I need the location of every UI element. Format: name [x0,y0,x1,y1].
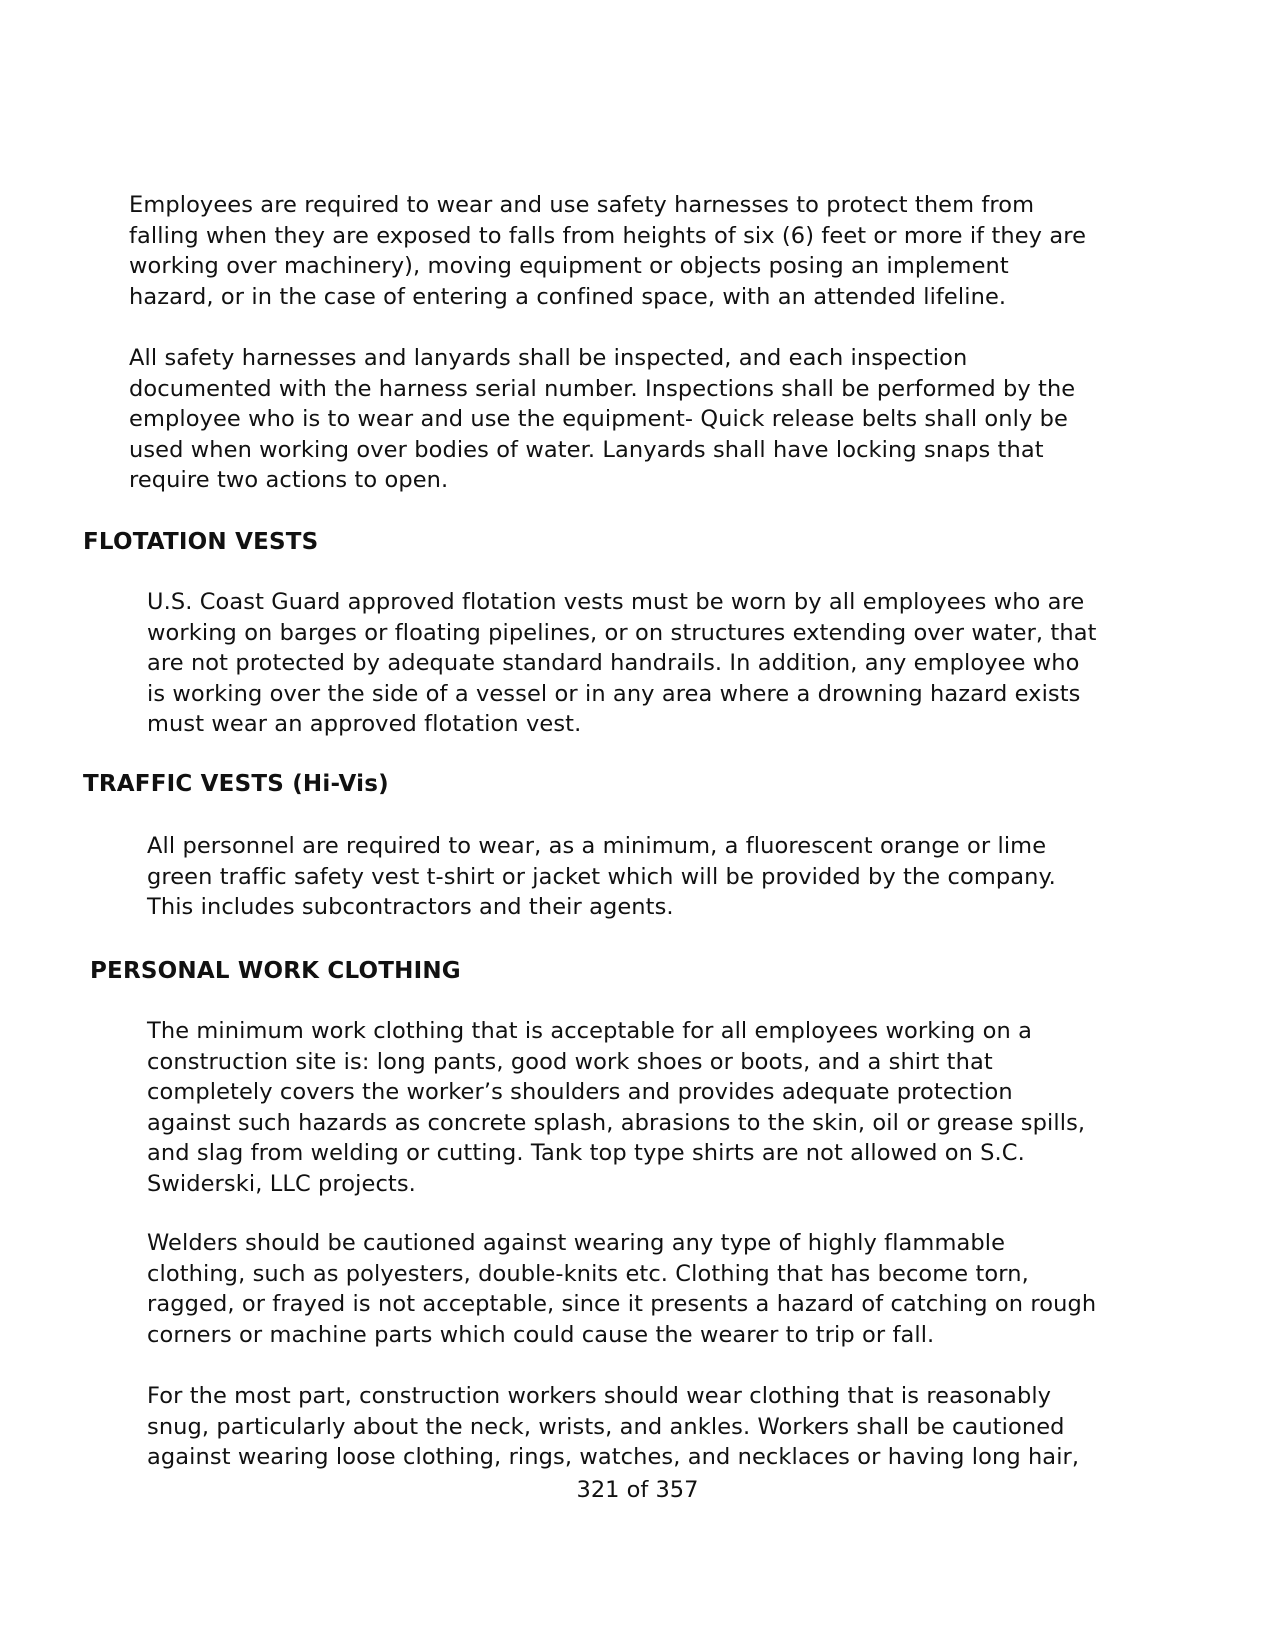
paragraph-welders-clothing: Welders should be cautioned against wearing any type of highly flammable clothing, such as polyesters, double-knits etc. Clothing that has become torn, ragged, or frayed is not acceptable, since it presents a hazard of catching on rough corners or machine parts which could cause the wearer to trip or fall. [147,1230,1097,1348]
paragraph-harness-requirement: Employees are required to wear and use safety harnesses to protect them from falling when they are exposed to falls from heights of six (6) feet or more if they are working over machinery), moving equipment or objects posing an implement hazard, or in the case of entering a confined space, with an attended lifeline. [129,192,1087,310]
heading-flotation-vests: FLOTATION VESTS [83,529,319,555]
page-number: 321 of 357 [576,1477,699,1503]
paragraph-snug-clothing: For the most part, construction workers should wear clothing that is reasonably snug, particularly about the neck, wrists, and ankles. Workers shall be cautioned against wearing loose clothing, rings, watches, and necklaces or having long hair, [147,1383,1080,1470]
paragraph-harness-inspection: All safety harnesses and lanyards shall be inspected, and each inspection documented with the harness serial number. Inspections shall be performed by the employee who is to wear and use the equipment- Quick release belts shall only be used when working over bodies of water. Lanyards shall have locking snaps that require two actions to open. [129,345,1076,493]
paragraph-traffic-vests: All personnel are required to wear, as a minimum, a fluorescent orange or lime green traffic safety vest t-shirt or jacket which will be provided by the company. This includes subcontractors and their agents. [147,833,1056,920]
paragraph-flotation-vests: U.S. Coast Guard approved flotation vests must be worn by all employees who are working on barges or floating pipelines, or on structures extending over water, that are not protected by adequate standard handrails. In addition, any employee who is working over the side of a vessel or in any area where a drowning hazard exists must wear an approved flotation vest. [147,589,1097,737]
heading-personal-work-clothing: PERSONAL WORK CLOTHING [90,958,461,984]
heading-traffic-vests: TRAFFIC VESTS (Hi-Vis) [83,771,389,797]
paragraph-minimum-clothing: The minimum work clothing that is acceptable for all employees working on a construction site is: long pants, good work shoes or boots, and a shirt that completely covers the worker’s shoulders and provides adequate protection against such hazards as concrete splash, abrasions to the skin, oil or grease spills, and slag from welding or cutting. Tank top type shirts are not allowed on S.C. Swiderski, LLC projects. [147,1018,1086,1197]
